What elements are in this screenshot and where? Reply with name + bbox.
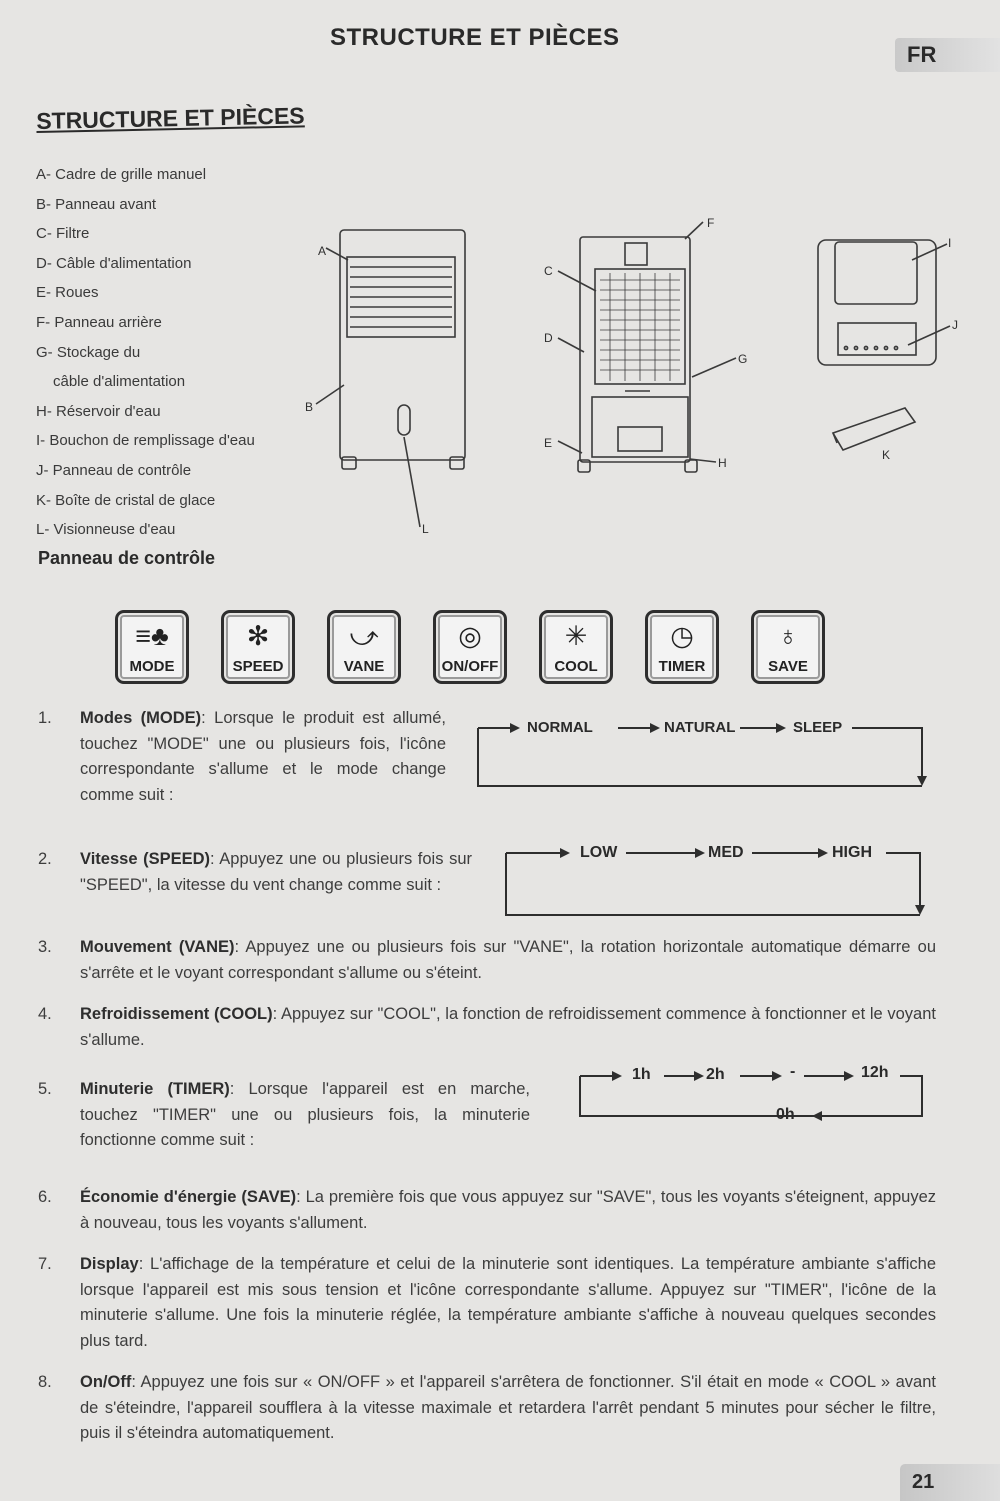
control-panel-heading: Panneau de contrôle bbox=[38, 548, 216, 568]
swing-icon: ⤻ bbox=[349, 621, 379, 651]
page-number: 21 bbox=[912, 1471, 935, 1493]
diagram-label-b: B bbox=[305, 400, 314, 414]
mode-flow-normal: NORMAL bbox=[527, 719, 593, 736]
power-icon: ◎ bbox=[458, 621, 482, 651]
speed-flow-low: LOW bbox=[580, 844, 618, 861]
part-item-l: L- Visionneuse d'eau bbox=[36, 521, 176, 539]
timer-flow-12h: 12h bbox=[861, 1064, 889, 1081]
onoff-button[interactable] bbox=[433, 610, 507, 684]
instruction-text: : Lorsque le produit est allumé, touchez "MODE" une ou plusieurs fois, l'icône correspondante s'allume et le mode change comme suit : bbox=[80, 709, 446, 804]
instruction-number: 8. bbox=[38, 1373, 52, 1391]
instruction-number: 6. bbox=[38, 1188, 52, 1206]
part-item-h: H- Réservoir d'eau bbox=[36, 402, 161, 420]
timer-flow-0h: 0h bbox=[776, 1106, 795, 1123]
timer-flow-ellipsis: - bbox=[790, 1063, 796, 1080]
timer-button-label: TIMER bbox=[658, 658, 706, 675]
page-number-tab bbox=[900, 1464, 1000, 1501]
diagram-label-k: K bbox=[882, 448, 891, 462]
part-item-i: I- Bouchon de remplissage d'eau bbox=[36, 432, 255, 450]
instruction-number: 7. bbox=[38, 1255, 52, 1273]
diagram-label-i: I bbox=[948, 236, 952, 250]
timer-flow-2h: 2h bbox=[706, 1066, 725, 1083]
instruction-title: On/Off bbox=[80, 1373, 132, 1391]
speed-button[interactable] bbox=[221, 610, 295, 684]
section-title: STRUCTURE ET PIÈCES bbox=[36, 102, 305, 134]
instruction-title: Économie d'énergie (SAVE) bbox=[80, 1188, 297, 1206]
speed-button-label: SPEED bbox=[232, 658, 284, 675]
part-item-e: E- Roues bbox=[36, 284, 99, 302]
cool-button-label: COOL bbox=[554, 658, 598, 675]
instruction-number: 5. bbox=[38, 1080, 52, 1098]
cool-button[interactable] bbox=[539, 610, 613, 684]
front-view-diagram bbox=[316, 230, 465, 527]
vane-button-label: VANE bbox=[343, 658, 385, 675]
mode-button[interactable] bbox=[115, 610, 189, 684]
bulb-icon: ♁ bbox=[777, 621, 799, 651]
instruction-text: : Appuyez une ou plusieurs fois sur "SPEED", la vitesse du vent change comme suit : bbox=[80, 850, 472, 894]
page-header-title: STRUCTURE ET PIÈCES bbox=[330, 24, 620, 51]
parts-list bbox=[36, 160, 326, 545]
part-item-g-continued: câble d'alimentation bbox=[53, 373, 186, 391]
vane-button[interactable] bbox=[327, 610, 401, 684]
speed-flow-high: HIGH bbox=[832, 844, 872, 861]
diagram-label-c: C bbox=[544, 264, 553, 278]
part-item-j: J- Panneau de contrôle bbox=[36, 461, 192, 479]
diagram-label-j: J bbox=[952, 318, 958, 332]
product-diagrams bbox=[300, 205, 980, 545]
control-panel-buttons bbox=[115, 610, 860, 690]
diagram-label-g: G bbox=[738, 352, 748, 366]
fan-icon: ✻ bbox=[246, 621, 270, 651]
clock-icon: ◷ bbox=[670, 621, 694, 651]
instruction-title: Refroidissement (COOL) bbox=[80, 1005, 273, 1023]
timer-button[interactable] bbox=[645, 610, 719, 684]
mode-flow-sleep: SLEEP bbox=[793, 719, 843, 736]
part-item-f: F- Panneau arrière bbox=[36, 313, 162, 331]
ice-box-diagram bbox=[833, 408, 915, 450]
instruction-number: 2. bbox=[38, 850, 52, 868]
diagram-label-l: L bbox=[422, 522, 429, 536]
diagram-label-h: H bbox=[718, 456, 727, 470]
speed-flow-med: MED bbox=[708, 844, 744, 861]
language-label: FR bbox=[907, 42, 937, 67]
part-item-g: G- Stockage du bbox=[36, 343, 141, 361]
diagram-label-d: D bbox=[544, 331, 553, 345]
tree-icon: ≡♣ bbox=[135, 621, 169, 651]
instruction-title: Vitesse (SPEED) bbox=[80, 850, 211, 868]
instruction-text: : Lorsque l'appareil est en marche, touchez "TIMER" une ou plusieurs fois, la minuterie fonctionne comme suit : bbox=[80, 1080, 530, 1149]
language-tab bbox=[895, 38, 1000, 72]
instruction-title: Display bbox=[80, 1255, 139, 1273]
mode-flow-natural: NATURAL bbox=[664, 719, 736, 736]
part-item-a: A- Cadre de grille manuel bbox=[36, 166, 207, 183]
back-view-diagram bbox=[558, 222, 736, 472]
instruction-text: : L'affichage de la température et celui de la minuterie sont identiques. La température ambiante s'affiche lorsque l'appareil est mis sous tension et l'icône correspondante s'allume. Appuyez sur "TIMER", l'icône de la minuterie s'allume. Une fois la minuterie réglée, la température ambiante s'affiche à nouveau quelques secondes plus tard. bbox=[80, 1255, 936, 1350]
instruction-title: Minuterie (TIMER) bbox=[80, 1080, 230, 1098]
instruction-number: 4. bbox=[38, 1005, 52, 1023]
part-item-k: K- Boîte de cristal de glace bbox=[36, 491, 216, 509]
instruction-text: : Appuyez une ou plusieurs fois sur "VANE", la rotation horizontale automatique démarre ou s'arrête et le voyant correspondant s'allume ou s'éteint. bbox=[80, 938, 937, 982]
save-button-label: SAVE bbox=[768, 658, 808, 675]
instruction-number: 1. bbox=[38, 709, 52, 727]
save-button[interactable] bbox=[751, 610, 825, 684]
instruction-text: : Appuyez sur "COOL", la fonction de refroidissement commence à fonctionner et le voyant s'allume. bbox=[80, 1005, 936, 1049]
mode-button-label: MODE bbox=[129, 658, 175, 675]
instruction-text: : Appuyez une fois sur « ON/OFF » et l'appareil s'arrêtera de fonctionner. S'il était en mode « COOL » avant de s'éteindre, l'appareil soufflera à la vitesse maximale et retardera l'arrêt pendant 5 minutes pour sécher le filtre, puis il s'éteindra automatiquement. bbox=[80, 1373, 936, 1442]
instruction-number: 3. bbox=[38, 938, 52, 956]
instruction-title: Mouvement (VANE) bbox=[80, 938, 235, 956]
diagram-label-a: A bbox=[318, 244, 327, 258]
part-item-c: C- Filtre bbox=[36, 225, 90, 243]
diagram-label-e: E bbox=[544, 436, 553, 450]
onoff-button-label: ON/OFF bbox=[441, 658, 499, 675]
timer-flow-1h: 1h bbox=[632, 1066, 651, 1083]
instruction-title: Modes (MODE) bbox=[80, 709, 202, 727]
snowflake-icon: ✳ bbox=[564, 621, 588, 651]
top-view-diagram bbox=[818, 240, 950, 365]
instruction-text: : La première fois que vous appuyez sur "SAVE", tous les voyants s'éteignent, appuyez à nouveau, tous les voyants s'allument. bbox=[80, 1188, 936, 1232]
part-item-d: D- Câble d'alimentation bbox=[36, 254, 192, 272]
part-item-b: B- Panneau avant bbox=[36, 195, 157, 213]
diagram-label-f: F bbox=[707, 216, 715, 230]
